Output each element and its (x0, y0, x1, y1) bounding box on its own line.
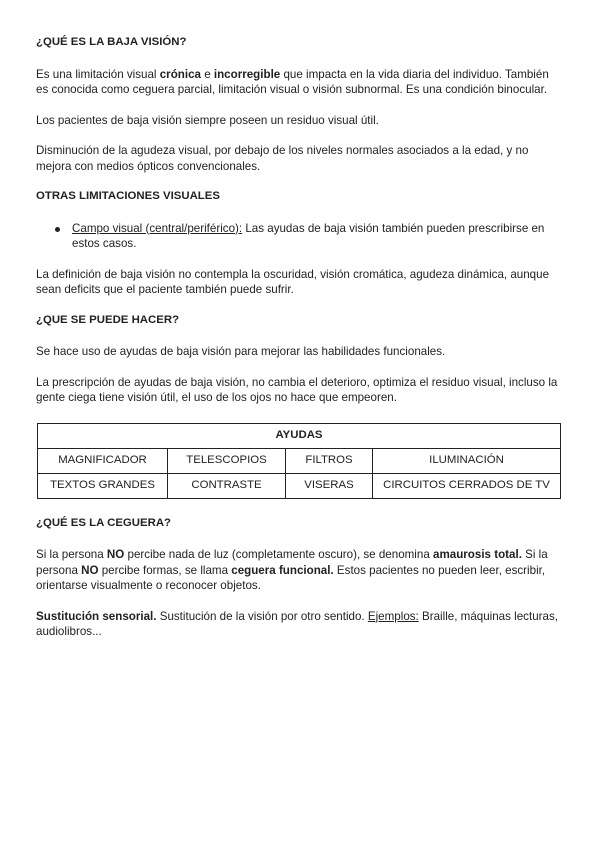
heading-que-hacer: ¿QUE SE PUEDE HACER? (36, 313, 180, 326)
table-cell: TEXTOS GRANDES (38, 473, 168, 498)
paragraph-definition: Es una limitación visual crónica e incorregible que impacta en la vida diaria del individuo. También es conocida como ceguera parcial, limitación visual o visión subnormal. Es una condición binocular. (36, 67, 549, 96)
table-cell: MAGNIFICADOR (38, 448, 168, 473)
campo-visual-label: Campo visual (central/periférico): (72, 221, 243, 235)
table-cell: FILTROS (286, 448, 373, 473)
document-page (36, 35, 562, 640)
paragraph-prescripcion: La prescripción de ayudas de baja visión, no cambia el deterioro, optimiza el residuo visual, incluso la gente ciega tiene visión útil, el uso de los ojos no hace que empeoren. (36, 375, 558, 404)
paragraph-oscuridad: La definición de baja visión no contempla la oscuridad, visión cromática, agudeza dinámica, aunque sean deficits que el paciente también puede sufrir. (36, 267, 550, 296)
heading-ceguera: ¿QUÉ ES LA CEGUERA? (36, 516, 172, 529)
table-cell: TELESCOPIOS (168, 448, 286, 473)
table-cell: ILUMINACIÓN (373, 448, 561, 473)
table-cell: CIRCUITOS CERRADOS DE TV (373, 473, 561, 498)
bullet-list (36, 221, 562, 252)
bullet-icon (55, 227, 60, 232)
table-row (38, 448, 561, 473)
table-cell: CONTRASTE (168, 473, 286, 498)
heading-otras-limitaciones: OTRAS LIMITACIONES VISUALES (36, 190, 220, 202)
paragraph-ayudas: Se hace uso de ayudas de baja visión para mejorar las habilidades funcionales. (36, 345, 446, 358)
paragraph-residuo: Los pacientes de baja visión siempre poseen un residuo visual útil. (36, 113, 379, 127)
list-item: Campo visual (central/periférico): Las ayudas de baja visión también pueden prescribirse en estos casos. (72, 221, 562, 252)
paragraph-sustitucion: Sustitución sensorial. Sustitución de la visión por otro sentido. Ejemplos: Braille, máquinas lecturas, audiolibros... (36, 609, 558, 638)
table-row (38, 473, 561, 498)
table-title: AYUDAS (38, 423, 561, 448)
ayudas-table (37, 423, 561, 499)
table-cell: VISERAS (286, 473, 373, 498)
paragraph-agudeza: Disminución de la agudeza visual, por debajo de los niveles normales asociados a la edad, y no mejora con medios ópticos convencionales. (36, 144, 529, 173)
heading-baja-vision: ¿QUÉ ES LA BAJA VISIÓN? (36, 36, 187, 48)
paragraph-ceguera: Si la persona NO percibe nada de luz (completamente oscuro), se denomina amaurosis total. Si la persona NO percibe formas, se llama ceguera funcional. Estos pacientes no pueden leer, escribir, orientarse visualmente o reconocer objetos. (36, 548, 548, 592)
